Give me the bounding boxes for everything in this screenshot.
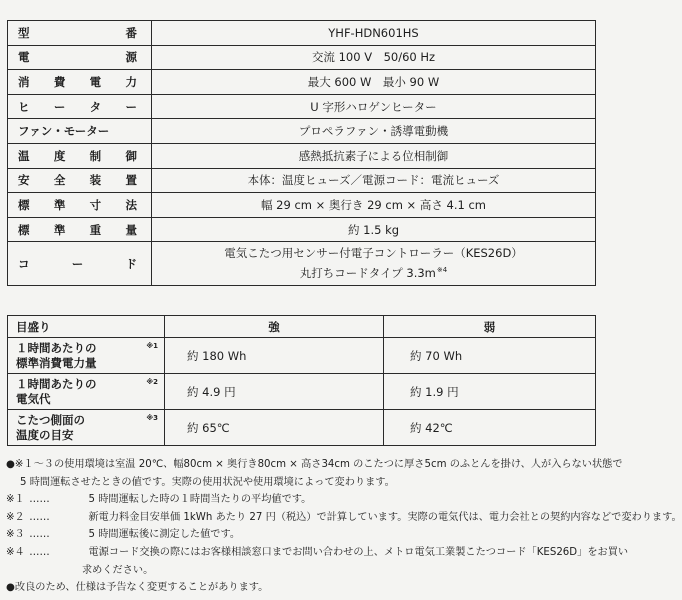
spec-key	[8, 70, 152, 95]
spec-value: プロペラファン・誘導電動機	[152, 119, 596, 144]
note-2-text: 新電力料金目安単価 1kWh あたり 27 円（税込）で計算しています。実際の電気代は、電力会社との契約内容などで変わります。	[88, 511, 682, 523]
note-3	[6, 526, 596, 544]
spec-key-text: 標 準 寸 法	[18, 197, 137, 212]
usage-key-line-2: 標準消費電力量	[16, 355, 97, 370]
cord-line-2	[152, 262, 595, 282]
usage-strong-value: 約 65℃	[165, 410, 384, 446]
spec-key	[8, 217, 152, 242]
spec-key	[8, 45, 152, 70]
cord-note-ref: ※4	[436, 266, 448, 275]
spec-key	[8, 168, 152, 193]
spec-row-cord	[8, 242, 596, 286]
usage-key	[8, 410, 165, 446]
note-change-notice: ●改良のため、仕様は予告なく変更することがあります。	[6, 582, 269, 594]
usage-table	[7, 315, 596, 446]
usage-weak-value: 約 42℃	[384, 410, 596, 446]
usage-row-energy	[8, 338, 596, 374]
spec-key-text: ヒ ー タ ー	[18, 99, 137, 114]
spec-key-text: 電 源	[18, 50, 137, 65]
spec-key	[8, 94, 152, 119]
spec-key-text: コ ー ド	[18, 256, 137, 271]
spec-key-text: 温 度 制 御	[18, 148, 137, 163]
usage-weak-value: 約 70 Wh	[384, 338, 596, 374]
spec-key: ファン・モーター	[8, 119, 152, 144]
spec-row-safety-device	[8, 168, 596, 193]
spec-value: 幅 29 cm × 奥行き 29 cm × 高さ 4.1 cm	[152, 193, 596, 218]
usage-note-ref: ※3	[146, 414, 158, 422]
note-4-cont: 求めください。	[82, 564, 154, 576]
spec-row-heater	[8, 94, 596, 119]
note-4-text: 電源コード交換の際にはお客様相談窓口までお問い合わせの上、メトロ電気工業製こたつコード「KES26D」をお買い	[88, 546, 629, 558]
usage-key-line-2: 電気代	[16, 391, 51, 406]
usage-note-ref: ※2	[146, 378, 158, 386]
note-3-mark: ※３	[6, 529, 25, 541]
spec-table	[7, 20, 596, 286]
note-2	[6, 509, 682, 527]
usage-row-cost	[8, 374, 596, 410]
cord-line-1: 電気こたつ用センサー付電子コントローラー（KES26D）	[224, 246, 523, 261]
spec-value: 交流 100 V 50/60 Hz	[152, 45, 596, 70]
spec-value: U 字形ハロゲンヒーター	[152, 94, 596, 119]
spec-key-text: 型 番	[18, 25, 137, 40]
spec-row-model	[8, 21, 596, 46]
usage-header-strong: 強	[165, 316, 384, 338]
note-4-mark: ※４	[6, 546, 25, 558]
usage-key-line-1: こたつ側面の	[16, 412, 85, 427]
usage-weak-value: 約 1.9 円	[384, 374, 596, 410]
usage-row-temperature	[8, 410, 596, 446]
usage-key-line-1: １時間あたりの	[16, 340, 97, 355]
usage-header-weak: 弱	[384, 316, 596, 338]
usage-strong-value: 約 180 Wh	[165, 338, 384, 374]
usage-key-line-1: １時間あたりの	[16, 376, 97, 391]
note-1	[6, 491, 596, 509]
usage-header-row	[8, 316, 596, 338]
note-4	[6, 544, 629, 562]
spec-key-text: 安 全 装 置	[18, 173, 137, 188]
note-1-dots: ……	[29, 494, 50, 506]
cord-line-2-text: 丸打ちコードタイプ 3.3m	[299, 266, 436, 281]
spec-row-power-source	[8, 45, 596, 70]
spec-key	[8, 193, 152, 218]
note-conditions: ●※１～３の使用環境は室温 20℃、幅80cm × 奥行き80cm × 高さ34cm のこたつに厚さ5cm のふとんを掛け、人が入らない状態で	[6, 459, 623, 470]
usage-header-key	[8, 316, 165, 338]
spec-value: 約 1.5 kg	[152, 217, 596, 242]
spec-key-text: 消 費 電 力	[18, 74, 137, 89]
usage-note-ref: ※1	[146, 342, 158, 350]
spec-key-text: 標 準 重 量	[18, 222, 137, 237]
spec-row-dimensions	[8, 193, 596, 218]
spec-row-power-consumption	[8, 70, 596, 95]
spec-value: YHF-HDN601HS	[152, 21, 596, 46]
note-conditions-cont: 5 時間運転させたときの値です。実際の使用状況や使用環境によって変わります。	[20, 476, 395, 488]
usage-key	[8, 338, 165, 374]
spec-value: 本体：温度ヒューズ／電源コード：電流ヒューズ	[152, 168, 596, 193]
spec-row-temperature-control	[8, 143, 596, 168]
usage-key-line-2: 温度の目安	[16, 427, 74, 442]
note-2-dots: ……	[29, 511, 50, 523]
spec-value: 最大 600 W 最小 90 W	[152, 70, 596, 95]
note-2-mark: ※２	[6, 511, 25, 523]
note-1-text: 5 時間運転した時の１時間当たりの平均値です。	[88, 494, 312, 506]
usage-key	[8, 374, 165, 410]
note-4-dots: ……	[29, 546, 50, 558]
note-3-text: 5 時間運転後に測定した値です。	[88, 529, 241, 541]
spec-value	[152, 242, 596, 286]
spec-row-weight	[8, 217, 596, 242]
usage-strong-value: 約 4.9 円	[165, 374, 384, 410]
spec-key	[8, 143, 152, 168]
note-1-mark: ※１	[6, 494, 25, 506]
spec-value: 感熱抵抗素子による位相制御	[152, 143, 596, 168]
spec-key	[8, 21, 152, 46]
note-3-dots: ……	[29, 529, 50, 541]
notes-section	[6, 456, 682, 597]
spec-row-fan-motor	[8, 119, 596, 144]
usage-header-key-text: 目盛り	[16, 319, 51, 334]
spec-key	[8, 242, 152, 286]
